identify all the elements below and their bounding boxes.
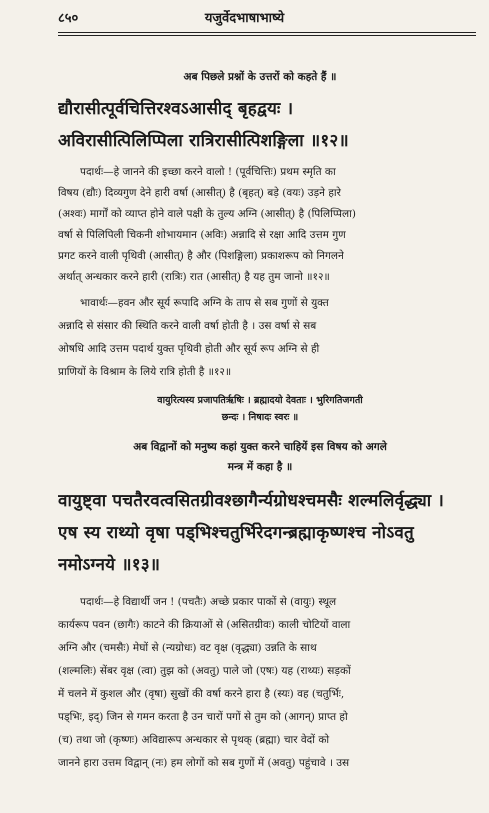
rishi-devata-line: वायुरित्यस्य प्रजापतिर्ऋषिः । ब्रह्मादयो देवताः । भुरिगतिजगती <box>157 395 363 406</box>
padartha-line: में चलने में कुशल और (वृषा) सुखों की वर्षा करने हारा है (स्यः) वह (चतुर्भिः, <box>58 688 345 700</box>
intro-line: अब पिछले प्रश्नों के उत्तरों को कहते हैं ॥ <box>183 71 337 83</box>
page-number: ८५० <box>58 11 79 26</box>
header-rule-double <box>58 35 476 36</box>
padartha-line: अग्नि और (चमसैः) मेघों से (न्यग्रोधः) वट वृक्ष (वृद्ध्या) उन्नति के साथ <box>58 642 317 654</box>
running-title: यजुर्वेदभाषाभाष्ये <box>204 11 285 26</box>
header-rule <box>58 32 476 33</box>
padartha-line: पड्भिः, इद्) जिन से गमन करता है उन चारों पगों से तुम को (आगन्) प्राप्त हो <box>58 711 348 723</box>
padartha-line: (शल्मलिः) सेंबर वृक्ष (त्वा) तुझ को (अवतु) पाले जो (एषः) यह (राथ्यः) सड़कों <box>58 665 351 677</box>
padartha-line: पदार्थः—हे जानने की इच्छा करने वालो ! (पूर्वचित्तिः) प्रथम स्मृति का <box>80 166 336 178</box>
padartha-line: पदार्थः—हे विद्यार्थी जन ! (पचतैः) अच्छे प्रकार पाकों से (वायुः) स्थूल <box>80 596 337 608</box>
mantra-line: वायुष्ट्वा पचतैरवत्वसितग्रीवश्छागैर्न्यग्रोधश्चमसैः शल्मलिर्वृद्ध्या । <box>58 491 445 511</box>
intro-line: मन्त्र में कहा है ॥ <box>227 461 293 473</box>
bhavartha-line: अन्नादि से संसार की स्थिति करने वाली वर्षा होती है । उस वर्षा से सब <box>58 320 317 332</box>
page-header <box>0 8 489 30</box>
padartha-line: वर्षा से पिलिपिली चिकनी शोभायमान (अविः) अन्नादि से रक्षा आदि उत्तम गुण <box>58 229 346 241</box>
padartha-line: (अश्वः) मार्गों को व्याप्त होने वाले पक्षी के तुल्य अग्नि (आसीत्) है (पिलिप्पिला) <box>58 208 356 220</box>
padartha-line: (च) तथा जो (कृष्णः) अविद्यारूप अन्धकार से पृथक् (ब्रह्मा) चार वेदों को <box>58 734 330 746</box>
mantra-line: द्यौरासीत्पूर्वचित्तिरश्वऽआसीद् बृहद्वयः । <box>58 99 294 119</box>
padartha-line: अर्थात् अन्धकार करने हारी (रात्रिः) रात (आसीत्) है यह तुम जानो ॥१२॥ <box>58 271 330 283</box>
mantra-line: नमोऽग्नये ॥१३॥ <box>58 555 161 575</box>
mantra-line: अविरासीत्पिलिप्पिला रात्रिरासीत्पिशङ्गिला ॥१२॥ <box>58 131 349 151</box>
padartha-line: जानने हारा उत्तम विद्वान् (नः) हम लोगों को सब गुणों में (अवतु) पहुंचावे । उस <box>58 757 350 769</box>
chhanda-line: छन्दः । निषादः स्वरः ॥ <box>221 412 299 423</box>
bhavartha-line: ओषधि आदि उत्तम पदार्थ युक्त पृथिवी होती और सूर्य रूप अग्नि से ही <box>58 343 320 355</box>
bhavartha-line: भावार्थः—हवन और सूर्य रूपादि अग्नि के ताप से सब गुणों से युक्त <box>80 297 329 309</box>
padartha-line: विषय (द्यौः) दिव्यगुण देने हारी वर्षा (आसीत्) है (बृहत्) बड़े (वयः) उड़ने हारे <box>58 187 341 199</box>
bhavartha-line: प्राणियों के विश्राम के लिये रात्रि होती है ॥१२॥ <box>58 366 232 378</box>
intro-line: अब विद्वानों को मनुष्य कहां युक्त करने चाहियें इस विषय को अगले <box>133 441 387 453</box>
mantra-line: एष स्य राथ्यो वृषा पड्भिश्चतुर्भिरेदगन्ब्रह्माकृष्णश्च नोऽवतु <box>58 523 414 543</box>
padartha-line: प्रगट करने वाली पृथिवी (आसीत्) है और (पिशङ्गिला) प्रकाशरूप को निगलने <box>58 250 344 262</box>
padartha-line: कार्यरूप पवन (छागैः) काटने की क्रियाओं से (असितग्रीवः) काली चोटियों वाला <box>58 619 351 631</box>
